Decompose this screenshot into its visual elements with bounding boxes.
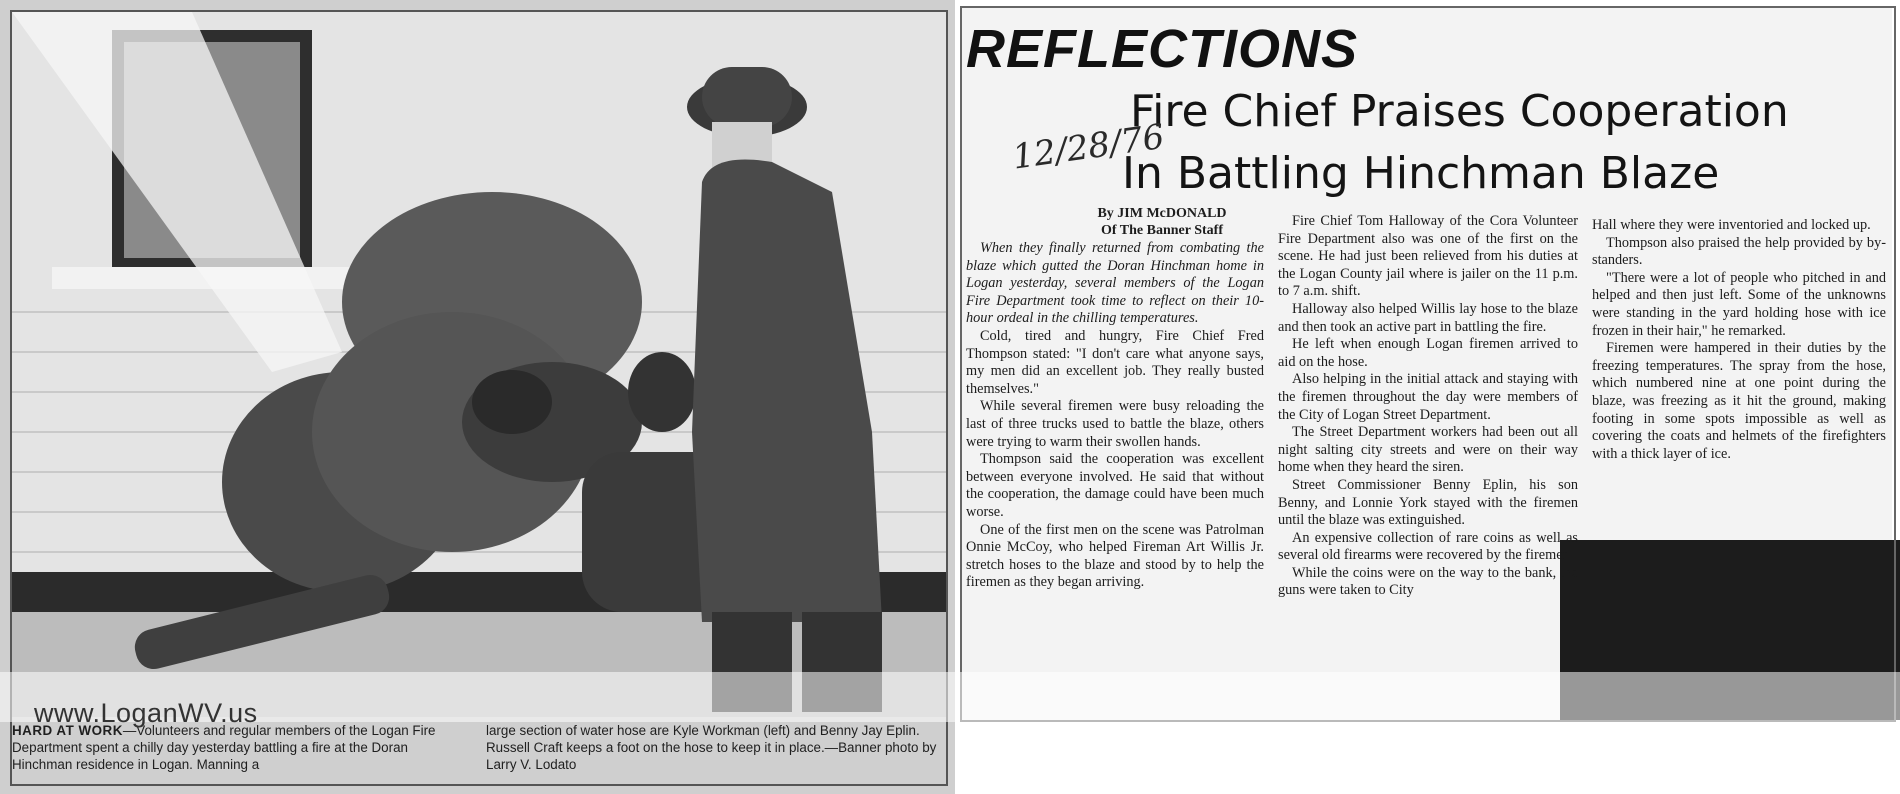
headline-line-1: Fire Chief Praises Cooperation — [1130, 86, 1789, 137]
paragraph: While the coins were on the way to the bank, the guns were taken to City — [1278, 564, 1578, 599]
paragraph: Hall where they were inventoried and locked up. — [1592, 217, 1871, 233]
article-column-2 — [1278, 213, 1578, 600]
handwritten-date: 12/28/76 — [1010, 116, 1167, 178]
paragraph: "There were a lot of people who pitched in and helped and then just left. Some of the unknowns were standing in the yard holding hose with ice frozen in their hair," he remarked. — [1592, 269, 1886, 339]
article-kicker: REFLECTIONS — [966, 19, 1359, 79]
headline-line-2: In Battling Hinchman Blaze — [1122, 148, 1720, 199]
paragraph: Halloway also helped Willis lay hose to the blaze and then took an active part in battling the fire. — [1278, 300, 1578, 335]
byline — [1032, 205, 1292, 239]
article-column-1 — [966, 240, 1264, 592]
paragraph: While several firemen were busy reloading the last of three trucks used to battle the blaze, others were trying to warm their swollen hands. — [966, 398, 1264, 450]
paragraph: Firemen were hampered in their duties by the freezing temperatures. The spray from the hose, which numbered nine at one point during the blaze, was freezing as it hit the ground, making footing in some spots impossible as well as covering the coats and helmets of the firefighters with a thick layer of ice. — [1592, 340, 1886, 462]
paragraph: He left when enough Logan firemen arrived to aid on the hose. — [1278, 336, 1578, 370]
firefighters-photo-illustration — [12, 12, 947, 717]
paragraph: Cold, tired and hungry, Fire Chief Fred Thompson stated: "I don't care what anyone says, my men did an excellent job. They really busted themselves." — [966, 327, 1264, 397]
paragraph: When they finally returned from combating the blaze which gutted the Doran Hinchman home in Logan yesterday, several members of the Logan Fire Department took time to reflect on their 10-hour ordeal in the chilling temperatures. — [966, 240, 1264, 327]
byline-name: By JIM McDONALD — [1097, 206, 1227, 221]
caption-text-part1: —Volunteers and regular members of the Logan Fire Department spent a chilly day yesterday battling a fire at the Doran Hinchman residence in Logan. Manning a — [12, 723, 436, 772]
photo-caption-right: large section of water hose are Kyle Workman (left) and Benny Jay Eplin. Russell Craft keeps a foot on the hose to keep it in place.—Banner photo by Larry V. Lodato — [486, 723, 937, 772]
watermark-band — [0, 672, 1900, 722]
paragraph: The Street Department workers had been out all night salting city streets and were on their way home when they heard the siren. — [1278, 424, 1578, 476]
site-watermark: www.LoganWV.us — [34, 698, 258, 728]
news-photo — [12, 12, 947, 717]
byline-staff: Of The Banner Staff — [1101, 223, 1223, 238]
paragraph: Thompson also praised the help provided by by-standers. — [1592, 234, 1886, 269]
paragraph: Thompson said the cooperation was excellent between everyone involved. He said that without the cooperation, the damage could have been much worse. — [966, 451, 1264, 520]
paragraph: An expensive collection of rare coins as well as several old firearms were recovered by the firemen. — [1278, 529, 1578, 564]
photo-caption-left — [12, 722, 460, 784]
paragraph: Also helping in the initial attack and staying with the firemen throughout the day were members of the City of Logan Street Department. — [1278, 371, 1578, 423]
paragraph: Fire Chief Tom Halloway of the Cora Volunteer Fire Department also was one of the first on the scene. He had just been relieved from his duties at the Logan County jail where is jailer on the 11 p.m. to 7 a.m. shift. — [1278, 213, 1578, 300]
caption-lead: HARD AT WORK — [12, 723, 123, 738]
article-column-3 — [1592, 217, 1886, 463]
paragraph: One of the first men on the scene was Patrolman Onnie McCoy, who helped Fireman Art Willis Jr. stretch hoses to the blaze and stood by to help the firemen as they began arriving. — [966, 521, 1264, 591]
paragraph: Street Commissioner Benny Eplin, his son Benny, and Lonnie York stayed with the firemen until the blaze was extinguished. — [1278, 476, 1578, 529]
